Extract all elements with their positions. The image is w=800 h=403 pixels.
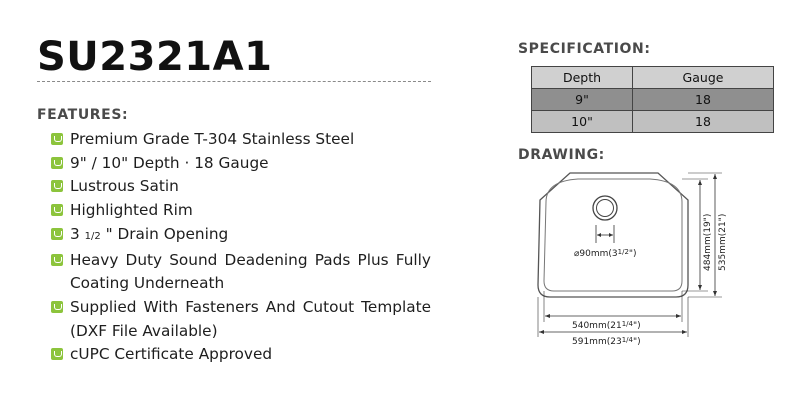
- specification-heading: SPECIFICATION:: [518, 41, 651, 57]
- spec-row: [532, 89, 774, 111]
- inner-height-label: 484mm(19"): [703, 213, 713, 271]
- bullet-check-icon: [51, 254, 63, 266]
- sink-technical-drawing: [520, 165, 765, 355]
- bullet-check-icon: [51, 133, 63, 145]
- bullet-check-icon: [51, 301, 63, 313]
- feature-text: Supplied With Fasteners And Cutout Template (DXF File Available): [70, 297, 431, 340]
- feature-item: [51, 343, 431, 367]
- outer-height-label: 535mm(21"): [718, 213, 728, 271]
- feature-text: Heavy Duty Sound Deadening Pads Plus Fully Coating Underneath: [70, 250, 431, 293]
- feature-list: [51, 128, 431, 367]
- feature-item: [51, 249, 431, 296]
- feature-item: [51, 296, 431, 343]
- bullet-check-icon: [51, 180, 63, 192]
- feature-item: [51, 152, 431, 176]
- spec-cell-gauge: 18: [633, 89, 774, 111]
- outer-width-label: $591mm(23^{1/4}")$: [572, 336, 641, 347]
- spec-row: [532, 111, 774, 133]
- spec-cell-gauge: 18: [633, 111, 774, 133]
- spec-header-row: [532, 67, 774, 89]
- bullet-check-icon: [51, 204, 63, 216]
- feature-item: [51, 128, 431, 152]
- features-heading: FEATURES:: [37, 107, 129, 123]
- spec-cell-depth: 9": [532, 89, 633, 111]
- drain-dimension-label: $⌀90mm(3^{1/2}")$: [574, 248, 637, 259]
- feature-text: cUPC Certificate Approved: [70, 345, 273, 364]
- feature-text: Lustrous Satin: [70, 177, 179, 196]
- spec-header-gauge: Gauge: [633, 67, 774, 89]
- title-divider: [37, 81, 431, 82]
- drain-size-text: " Drain Opening: [100, 224, 229, 243]
- feature-text-drain: [70, 223, 431, 249]
- bullet-check-icon: [51, 348, 63, 360]
- drawing-heading: DRAWING:: [518, 147, 605, 163]
- feature-item: [51, 223, 431, 249]
- feature-item: [51, 175, 431, 199]
- bullet-check-icon: [51, 228, 63, 240]
- spec-cell-depth: 10": [532, 111, 633, 133]
- spec-header-depth: Depth: [532, 67, 633, 89]
- drain-size-whole: 3: [70, 224, 80, 243]
- feature-text: 9" / 10" Depth · 18 Gauge: [70, 153, 269, 172]
- product-model-title: SU2321A1: [37, 34, 273, 80]
- drain-size-fraction: 1/2: [84, 230, 101, 242]
- drain-inner-circle: [597, 200, 614, 217]
- specification-table: [531, 66, 774, 133]
- bullet-check-icon: [51, 157, 63, 169]
- feature-text: Premium Grade T-304 Stainless Steel: [70, 130, 355, 148]
- feature-text: Highlighted Rim: [70, 201, 193, 220]
- inner-width-label: $540mm(21^{1/4}")$: [572, 320, 641, 331]
- feature-item: [51, 199, 431, 223]
